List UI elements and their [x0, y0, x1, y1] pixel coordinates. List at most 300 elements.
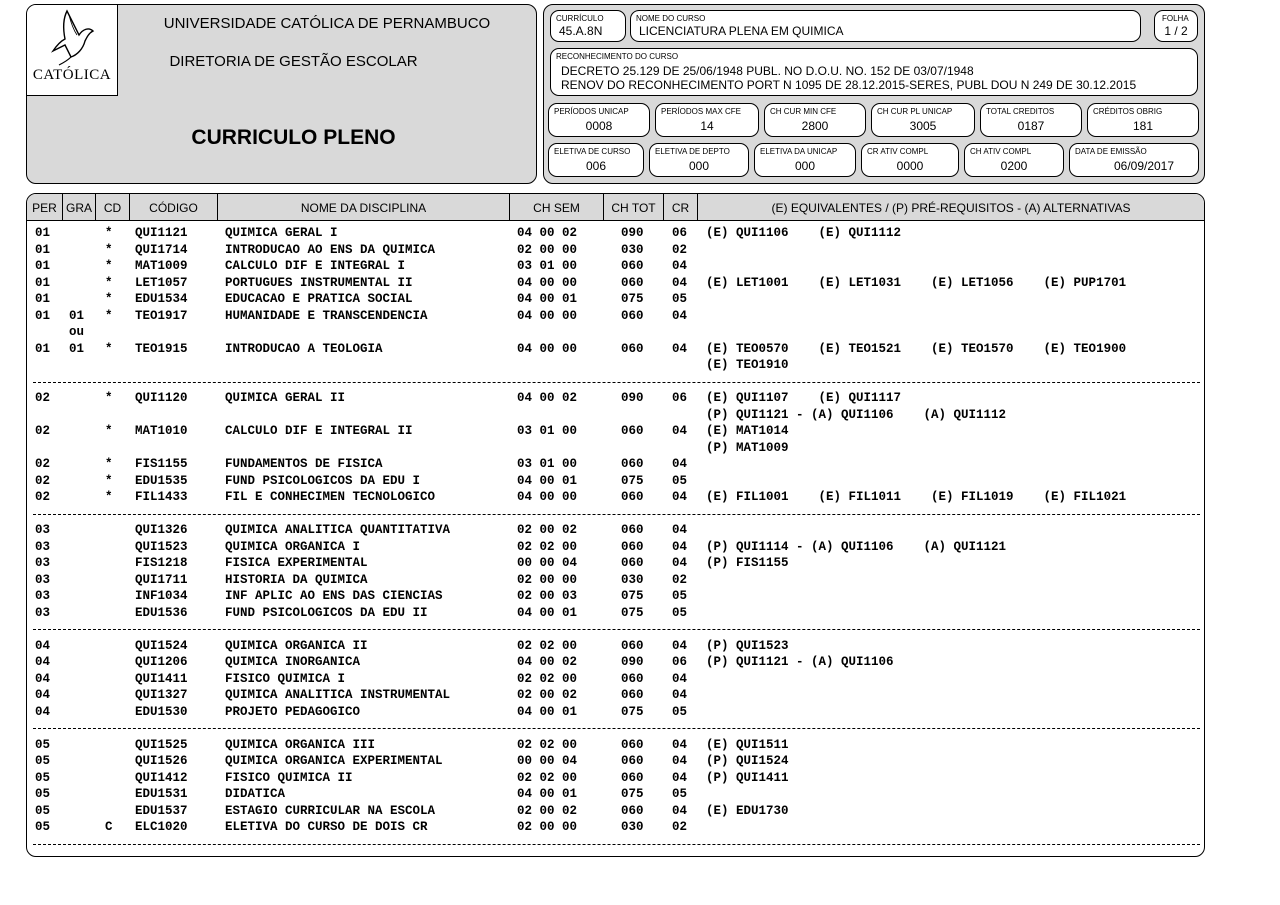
cell-nome: QUIMICA INORGANICA: [225, 655, 361, 669]
cell-chsem: 02 00 02: [517, 523, 578, 537]
cell-cod: QUI1714: [135, 242, 188, 257]
cell-cr: 04: [672, 556, 688, 570]
creditos-obrig-field: [1087, 103, 1199, 137]
ch-cur-pl-value: 3005: [909, 119, 937, 133]
col-nome: NOME DA DISCIPLINA: [218, 194, 510, 220]
period-separator: [27, 374, 1204, 391]
col-ch-tot: CH TOT: [604, 194, 664, 220]
cell-nome: FISICO QUIMICA II: [225, 770, 353, 785]
cell-chsem: 04 00 00: [517, 308, 578, 323]
table-row: [27, 291, 1204, 308]
cell-nome: QUIMICA ORGANICA III: [225, 737, 376, 752]
cell-cod: EDU1530: [135, 704, 188, 719]
table-row: [27, 539, 1204, 556]
cell-gra: 01: [69, 341, 85, 356]
table-row: [27, 638, 1204, 655]
cell-chtot: 030: [621, 820, 644, 834]
cell-cr: 04: [672, 671, 688, 686]
cell-per: 04: [35, 704, 51, 719]
cell-nome: FUNDAMENTOS DE FISICA: [225, 457, 383, 471]
cell-nome: FIL E CONHECIMEN TECNOLOGICO: [225, 490, 436, 504]
cell-nome: QUIMICA ORGANICA II: [225, 638, 368, 653]
table-row: [27, 357, 1204, 374]
cell-cr: 04: [672, 457, 688, 471]
cell-per: 03: [35, 589, 51, 603]
cell-cr: 06: [672, 391, 688, 405]
creditos-obrig-value: 181: [1132, 119, 1154, 133]
col-cd: CD: [96, 194, 130, 220]
course-info-panel: [543, 4, 1205, 184]
cell-cr: 05: [672, 292, 688, 306]
cell-nome: ESTAGIO CURRICULAR NA ESCOLA: [225, 803, 436, 818]
table-row: [27, 423, 1204, 440]
cell-cr: 04: [672, 638, 688, 653]
table-row: [27, 324, 1204, 341]
cell-per: 04: [35, 638, 51, 653]
cell-per: 03: [35, 539, 51, 554]
cell-cr: 04: [672, 803, 688, 818]
cell-nome: EDUCACAO E PRATICA SOCIAL: [225, 292, 413, 306]
ch-ativ-compl-field: [964, 143, 1064, 177]
cell-per: 05: [35, 820, 51, 834]
folha-field: [1154, 10, 1198, 42]
cell-chsem: 04 00 00: [517, 341, 578, 356]
cell-cod: TEO1917: [135, 308, 188, 323]
table-row: [27, 407, 1204, 424]
cell-cd: C: [105, 820, 113, 834]
cell-cd: *: [105, 308, 113, 323]
cell-cod: EDU1535: [135, 473, 188, 488]
cell-nome: PORTUGUES INSTRUMENTAL II: [225, 275, 413, 290]
cell-eq: (P) QUI1523: [706, 638, 789, 653]
cell-cod: QUI1525: [135, 737, 188, 752]
cell-chsem: 02 00 00: [517, 242, 578, 257]
cell-cd: *: [105, 275, 113, 290]
cell-chsem: 04 00 02: [517, 226, 578, 240]
cell-chtot: 075: [621, 292, 644, 306]
cell-per: 05: [35, 754, 51, 768]
cell-nome: QUIMICA ANALITICA INSTRUMENTAL: [225, 688, 451, 702]
total-creditos-label: TOTAL CREDITOS: [986, 107, 1055, 116]
cell-per: 01: [35, 226, 51, 240]
cell-chtot: 060: [621, 770, 644, 785]
table-row: [27, 605, 1204, 622]
col-per: PER: [27, 194, 63, 220]
cell-per: 02: [35, 391, 51, 405]
cell-chsem: 02 02 00: [517, 737, 578, 752]
cell-cd: *: [105, 424, 113, 438]
cell-eq: (P) QUI1411: [706, 770, 789, 785]
cell-cr: 04: [672, 275, 688, 290]
eletiva-unicap-label: ELETIVA DA UNICAP: [760, 147, 838, 156]
eletiva-depto-value: 000: [688, 159, 710, 173]
eletiva-unicap-field: [754, 143, 856, 177]
cell-cod: QUI1326: [135, 523, 188, 537]
ch-ativ-compl-label: CH ATIV COMPL: [970, 147, 1032, 156]
cell-chsem: 04 00 02: [517, 391, 578, 405]
periodos-unicap-field: [548, 103, 650, 137]
cell-eq: (E) TEO1910: [706, 358, 789, 372]
cell-eq: (E) MAT1014: [706, 424, 789, 438]
table-row: [27, 258, 1204, 275]
col-gra: GRA: [63, 194, 96, 220]
table-row: [27, 737, 1204, 754]
data-emissao-label: DATA DE EMISSÃO: [1075, 147, 1147, 156]
cell-cod: QUI1524: [135, 638, 188, 653]
table-row: [27, 588, 1204, 605]
cell-per: 05: [35, 737, 51, 752]
table-row: [27, 555, 1204, 572]
cell-chtot: 060: [621, 490, 644, 504]
cell-chtot: 090: [621, 655, 644, 669]
cell-per: 04: [35, 655, 51, 669]
cell-cr: 04: [672, 424, 688, 438]
cell-cd: *: [105, 226, 113, 240]
cell-cod: QUI1411: [135, 671, 188, 686]
folha-value: 1 / 2: [1164, 24, 1188, 38]
table-row: [27, 803, 1204, 820]
cell-chtot: 075: [621, 605, 644, 620]
table-body: [27, 225, 1204, 852]
cell-eq: (P) QUI1114 - (A) QUI1106 (A) QUI1121: [706, 539, 1007, 554]
table-row: [27, 440, 1204, 457]
period-separator: [27, 720, 1204, 737]
cell-eq: (P) FIS1155: [706, 556, 789, 570]
cell-chsem: 02 00 00: [517, 820, 578, 834]
period-separator: [27, 621, 1204, 638]
cell-chsem: 04 00 01: [517, 704, 578, 719]
eletiva-curso-field: [548, 143, 644, 177]
cell-chsem: 02 00 00: [517, 572, 578, 587]
cr-ativ-compl-value: 0000: [896, 159, 924, 173]
cell-chtot: 060: [621, 803, 644, 818]
total-creditos-value: 0187: [1017, 119, 1045, 133]
table-row: [27, 242, 1204, 259]
cell-cod: QUI1206: [135, 655, 188, 669]
cell-chsem: 02 02 00: [517, 539, 578, 554]
cell-chtot: 075: [621, 787, 644, 801]
curriculo-value: 45.A.8N: [559, 24, 603, 38]
cell-per: 02: [35, 490, 51, 504]
cell-cod: EDU1537: [135, 803, 188, 818]
col-cr: CR: [664, 194, 698, 220]
table-row: [27, 489, 1204, 506]
cell-cr: 04: [672, 737, 688, 752]
cell-per: 03: [35, 523, 51, 537]
eletiva-unicap-value: 000: [794, 159, 816, 173]
cell-chtot: 090: [621, 226, 644, 240]
cell-nome: INTRODUCAO AO ENS DA QUIMICA: [225, 242, 436, 257]
cell-nome: PROJETO PEDAGOGICO: [225, 704, 361, 719]
cell-nome: HUMANIDADE E TRANSCENDENCIA: [225, 308, 428, 323]
periodos-max-value: 14: [700, 119, 714, 133]
cell-chsem: 02 02 00: [517, 770, 578, 785]
cell-chtot: 060: [621, 671, 644, 686]
cell-cd: *: [105, 259, 113, 273]
cell-per: 02: [35, 424, 51, 438]
cell-chsem: 00 00 04: [517, 754, 578, 768]
cell-cod: TEO1915: [135, 341, 188, 356]
cell-chsem: 04 00 01: [517, 605, 578, 620]
cell-cod: EDU1536: [135, 605, 188, 620]
cell-chtot: 075: [621, 473, 644, 488]
cell-per: 01: [35, 275, 51, 290]
cell-chtot: 060: [621, 638, 644, 653]
table-row: [27, 473, 1204, 490]
cell-chtot: 060: [621, 754, 644, 768]
cell-cr: 04: [672, 770, 688, 785]
ch-cur-min-label: CH CUR MIN CFE: [770, 107, 837, 116]
cell-cod: QUI1327: [135, 688, 188, 702]
ch-cur-pl-label: CH CUR PL UNICAP: [877, 107, 953, 116]
cell-cd: *: [105, 457, 113, 471]
table-row: [27, 308, 1204, 325]
cell-chtot: 060: [621, 457, 644, 471]
cell-per: 02: [35, 457, 51, 471]
ch-cur-min-field: [764, 103, 866, 137]
cell-cr: 05: [672, 605, 688, 620]
logo-text: CATÓLICA: [32, 67, 112, 83]
cell-cod: FIS1155: [135, 457, 188, 471]
cell-cr: 05: [672, 473, 688, 488]
cell-chsem: 04 00 00: [517, 490, 578, 504]
cell-eq: (P) QUI1121 - (A) QUI1106 (A) QUI1112: [706, 407, 1007, 422]
cell-chsem: 02 00 02: [517, 803, 578, 818]
cell-nome: FISICA EXPERIMENTAL: [225, 556, 368, 570]
eletiva-depto-label: ELETIVA DE DEPTO: [655, 147, 730, 156]
cell-chtot: 060: [621, 308, 644, 323]
cell-chsem: 03 01 00: [517, 259, 578, 273]
cell-cd: *: [105, 242, 113, 257]
university-name: UNIVERSIDADE CATÓLICA DE PERNAMBUCO: [163, 15, 491, 32]
cell-nome: FISICO QUIMICA I: [225, 671, 346, 686]
curriculo-label: CURRÍCULO: [556, 14, 604, 23]
cell-cr: 04: [672, 490, 688, 504]
cell-nome: INTRODUCAO A TEOLOGIA: [225, 341, 383, 356]
cell-nome: DIDATICA: [225, 787, 286, 801]
cell-nome: QUIMICA GERAL II: [225, 391, 346, 405]
periodos-max-field: [655, 103, 759, 137]
col-equivalentes: (E) EQUIVALENTES / (P) PRÉ-REQUISITOS - (A) ALTERNATIVAS: [771, 201, 1131, 215]
cell-per: 01: [35, 341, 51, 356]
reconhecimento-line2: RENOV DO RECONHECIMENTO PORT N 1095 DE 28.12.2015-SERES, PUBL DOU N 249 DE 30.12.2015: [561, 78, 1137, 92]
table-row: [27, 275, 1204, 292]
ch-cur-min-value: 2800: [801, 119, 829, 133]
cell-per: 04: [35, 688, 51, 702]
cell-per: 02: [35, 473, 51, 488]
period-separator: [27, 836, 1204, 853]
cell-nome: QUIMICA GERAL I: [225, 226, 338, 240]
cell-cod: FIL1433: [135, 490, 188, 504]
total-creditos-field: [980, 103, 1082, 137]
cell-cr: 05: [672, 589, 688, 603]
cell-chtot: 075: [621, 704, 644, 719]
cell-gra: ou: [69, 325, 85, 339]
ch-cur-pl-field: [871, 103, 975, 137]
course-name-field: [630, 10, 1141, 42]
cell-cod: QUI1523: [135, 539, 188, 554]
cell-per: 03: [35, 556, 51, 570]
eletiva-curso-value: 006: [585, 159, 607, 173]
cell-per: 01: [35, 242, 51, 257]
cell-chsem: 04 00 01: [517, 473, 578, 488]
table-row: [27, 687, 1204, 704]
cell-cr: 05: [672, 704, 688, 719]
table-row: [27, 671, 1204, 688]
folha-label: FOLHA: [1162, 14, 1189, 23]
cell-cr: 04: [672, 308, 688, 323]
cell-nome: QUIMICA ORGANICA EXPERIMENTAL: [225, 754, 443, 768]
cell-nome: QUIMICA ORGANICA I: [225, 539, 361, 554]
cell-per: 03: [35, 605, 51, 620]
cell-chsem: 02 00 02: [517, 688, 578, 702]
cell-chsem: 02 02 00: [517, 671, 578, 686]
cell-per: 01: [35, 259, 51, 273]
cell-eq: (E) QUI1106 (E) QUI1112: [706, 226, 902, 240]
cell-eq: (E) TEO0570 (E) TEO1521 (E) TEO1570 (E) TEO1900: [706, 341, 1127, 356]
cell-chsem: 04 00 01: [517, 787, 578, 801]
cell-per: 05: [35, 803, 51, 818]
cell-cd: *: [105, 341, 113, 356]
reconhecimento-label: RECONHECIMENTO DO CURSO: [556, 52, 679, 61]
cell-chtot: 060: [621, 556, 644, 570]
cell-chtot: 060: [621, 259, 644, 273]
cell-cr: 02: [672, 242, 688, 257]
cell-cr: 04: [672, 754, 688, 768]
cell-chsem: 03 01 00: [517, 424, 578, 438]
cell-cod: ELC1020: [135, 820, 188, 834]
cell-cd: *: [105, 292, 113, 306]
cell-nome: FUND PSICOLOGICOS DA EDU I: [225, 473, 421, 488]
cell-cod: QUI1526: [135, 754, 188, 768]
cr-ativ-compl-label: CR ATIV COMPL: [867, 147, 929, 156]
cell-nome: CALCULO DIF E INTEGRAL I: [225, 259, 406, 273]
cell-chsem: 02 00 03: [517, 589, 578, 603]
cell-cr: 06: [672, 655, 688, 669]
cell-gra: 01: [69, 308, 85, 323]
table-row: [27, 341, 1204, 358]
cell-eq: (E) FIL1001 (E) FIL1011 (E) FIL1019 (E) FIL1021: [706, 490, 1127, 504]
cell-chtot: 060: [621, 523, 644, 537]
table-row: [27, 704, 1204, 721]
periodos-unicap-label: PERÍODOS UNICAP: [554, 107, 629, 116]
col-codigo: CÓDIGO: [130, 194, 218, 220]
table-header: [27, 194, 1204, 221]
cell-cr: 02: [672, 820, 688, 834]
reconhecimento-field: [550, 48, 1198, 96]
cell-cd: *: [105, 473, 113, 488]
eletiva-curso-label: ELETIVA DE CURSO: [554, 147, 631, 156]
cell-cr: 02: [672, 572, 688, 587]
table-row: [27, 753, 1204, 770]
reconhecimento-line1: DECRETO 25.129 DE 25/06/1948 PUBL. NO D.O.U. NO. 152 DE 03/07/1948: [561, 64, 974, 78]
table-row: [27, 786, 1204, 803]
table-row: [27, 390, 1204, 407]
dove-icon: [27, 5, 117, 67]
cell-chtot: 030: [621, 572, 644, 587]
cell-per: 05: [35, 787, 51, 801]
cell-per: 01: [35, 308, 51, 323]
cell-chtot: 060: [621, 341, 644, 356]
cell-chtot: 060: [621, 539, 644, 554]
cell-cod: INF1034: [135, 589, 188, 603]
cell-per: 01: [35, 292, 51, 306]
table-row: [27, 654, 1204, 671]
data-emissao-field: [1069, 143, 1199, 177]
cell-chsem: 04 00 01: [517, 292, 578, 306]
cell-per: 04: [35, 671, 51, 686]
cell-per: 05: [35, 770, 51, 785]
cell-cod: QUI1412: [135, 770, 188, 785]
page-title: CURRICULO PLENO: [191, 126, 396, 149]
cell-chtot: 060: [621, 424, 644, 438]
course-name-value: LICENCIATURA PLENA EM QUIMICA: [639, 24, 844, 38]
table-row: [27, 456, 1204, 473]
cell-cod: QUI1120: [135, 391, 188, 405]
ch-ativ-compl-value: 0200: [1000, 159, 1028, 173]
cell-eq: (P) MAT1009: [706, 440, 789, 455]
cell-eq: (E) QUI1107 (E) QUI1117: [706, 391, 902, 405]
table-row: [27, 819, 1204, 836]
cell-chsem: 02 02 00: [517, 638, 578, 653]
cell-chtot: 060: [621, 688, 644, 702]
cell-cr: 06: [672, 226, 688, 240]
cell-nome: FUND PSICOLOGICOS DA EDU II: [225, 605, 428, 620]
cell-chtot: 075: [621, 589, 644, 603]
periodos-max-label: PERÍODOS MAX CFE: [661, 107, 742, 116]
cell-eq: (E) LET1001 (E) LET1031 (E) LET1056 (E) PUP1701: [706, 275, 1127, 290]
institution-header: [26, 4, 537, 184]
cell-cd: *: [105, 490, 113, 504]
cell-chtot: 060: [621, 275, 644, 290]
cell-chtot: 060: [621, 737, 644, 752]
logo: [27, 5, 118, 96]
table-row: [27, 522, 1204, 539]
cell-cr: 04: [672, 539, 688, 554]
cell-cod: LET1057: [135, 275, 188, 290]
cell-cr: 04: [672, 523, 688, 537]
table-row: [27, 225, 1204, 242]
cell-eq: (E) EDU1730: [706, 803, 789, 818]
cell-cod: FIS1218: [135, 556, 188, 570]
cell-eq: (E) QUI1511: [706, 737, 789, 752]
cell-eq: (P) QUI1524: [706, 754, 789, 768]
period-separator: [27, 506, 1204, 523]
cell-nome: QUIMICA ANALITICA QUANTITATIVA: [225, 523, 451, 537]
cell-cod: EDU1531: [135, 787, 188, 801]
cell-cod: QUI1711: [135, 572, 188, 587]
cell-cod: EDU1534: [135, 292, 188, 306]
department-name: DIRETORIA DE GESTÃO ESCOLAR: [169, 53, 418, 70]
col-ch-sem: CH SEM: [510, 194, 604, 220]
eletiva-depto-field: [649, 143, 749, 177]
cell-chsem: 04 00 00: [517, 275, 578, 290]
cell-cr: 05: [672, 787, 688, 801]
data-emissao-value: 06/09/2017: [1113, 159, 1175, 173]
cell-cr: 04: [672, 259, 688, 273]
cell-chsem: 04 00 02: [517, 655, 578, 669]
table-row: [27, 770, 1204, 787]
cell-per: 03: [35, 572, 51, 587]
curriculo-field: [550, 10, 626, 42]
cell-cod: QUI1121: [135, 226, 188, 240]
cell-nome: INF APLIC AO ENS DAS CIENCIAS: [225, 589, 443, 603]
periodos-unicap-value: 0008: [585, 119, 613, 133]
course-name-label: NOME DO CURSO: [636, 14, 706, 23]
cell-nome: ELETIVA DO CURSO DE DOIS CR: [225, 820, 428, 834]
cell-eq: (P) QUI1121 - (A) QUI1106: [706, 655, 894, 669]
curriculum-table: [26, 193, 1205, 857]
